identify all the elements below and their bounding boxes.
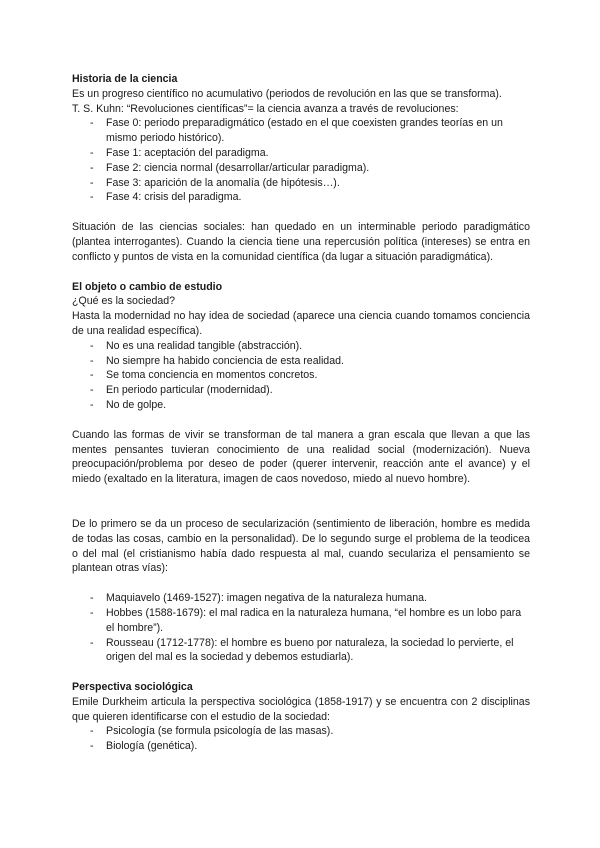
thinkers-list bbox=[72, 591, 530, 665]
list-item: - Se toma conciencia en momentos concretos. bbox=[72, 368, 530, 383]
secularizacion-paragraph: De lo primero se da un proceso de secularización (sentimiento de liberación, hombre es medida de todas las cosas, cambio en la personalidad). De lo segundo surge el problema de la teodicea o del mal (el cristianismo había dado respuesta al mal, cuando seculariza el pensamiento se plantean otras vías): bbox=[72, 517, 530, 575]
list-item: - Fase 0: periodo preparadigmático (estado en el que coexisten grandes teorías en un mismo periodo histórico). bbox=[72, 116, 530, 146]
list-item: - Fase 2: ciencia normal (desarrollar/articular paradigma). bbox=[72, 161, 530, 176]
list-item: - Hobbes (1588-1679): el mal radica en la naturaleza humana, “el hombre es un lobo para el hombre”). bbox=[72, 606, 530, 636]
objeto-intro: Hasta la modernidad no hay idea de sociedad (aparece una ciencia cuando tomamos conciencia de una realidad específica). bbox=[72, 310, 530, 337]
list-item: - Rousseau (1712-1778): el hombre es bueno por naturaleza, la sociedad lo pervierte, el origen del mal es la sociedad y debemos estudiarla). bbox=[72, 636, 530, 666]
list-item: - No es una realidad tangible (abstracción). bbox=[72, 339, 530, 354]
list-item: - No siempre ha habido conciencia de esta realidad. bbox=[72, 354, 530, 369]
sociedad-question: ¿Qué es la sociedad? bbox=[72, 295, 176, 308]
list-item: - Psicología (se formula psicología de las masas). bbox=[72, 724, 530, 739]
kuhn-line: T. S. Kuhn: “Revoluciones científicas”= la ciencia avanza a través de revoluciones: bbox=[72, 102, 459, 115]
list-item: - Fase 4: crisis del paradigma. bbox=[72, 190, 530, 205]
list-item: - En periodo particular (modernidad). bbox=[72, 383, 530, 398]
list-item: - Fase 1: aceptación del paradigma. bbox=[72, 146, 530, 161]
section-title-objeto: El objeto o cambio de estudio bbox=[72, 280, 223, 293]
document-page bbox=[72, 72, 530, 754]
section-title-historia: Historia de la ciencia bbox=[72, 73, 178, 85]
phases-list bbox=[72, 116, 530, 205]
disciplinas-list bbox=[72, 724, 530, 754]
list-item: - No de golpe. bbox=[72, 398, 530, 413]
list-item: - Biología (genética). bbox=[72, 739, 530, 754]
sociedad-list bbox=[72, 339, 530, 413]
formas-paragraph: Cuando las formas de vivir se transforman de tal manera a gran escala que llevan a que las mentes pensantes tuvieran conocimiento de una realidad social (modernización). Nueva preocupación/problema por deseo de poder (querer intervenir, reacción ante el avance) y el miedo (exaltado en la literatura, imagen de caos novedoso, miedo al nuevo hombre). bbox=[72, 428, 530, 486]
historia-intro: Es un progreso científico no acumulativo (periodos de revolución en las que se transforma). bbox=[72, 87, 502, 100]
ciencias-sociales-paragraph: Situación de las ciencias sociales: han quedado en un interminable periodo paradigmático (plantea interrogantes). Cuando la ciencia tiene una repercusión política (intereses) se entra en conflicto y puntos de vista en la comunidad científica (da lugar a situación paradigmática). bbox=[72, 221, 530, 263]
list-item: - Fase 3: aparición de la anomalía (de hipótesis…). bbox=[72, 176, 530, 191]
section-title-perspectiva: Perspectiva sociológica bbox=[72, 681, 193, 694]
perspectiva-intro: Emile Durkheim articula la perspectiva sociológica (1858-1917) y se encuentra con 2 disciplinas que quieren identificarse con el estudio de la sociedad: bbox=[72, 695, 530, 723]
list-item: - Maquiavelo (1469-1527): imagen negativa de la naturaleza humana. bbox=[72, 591, 530, 606]
